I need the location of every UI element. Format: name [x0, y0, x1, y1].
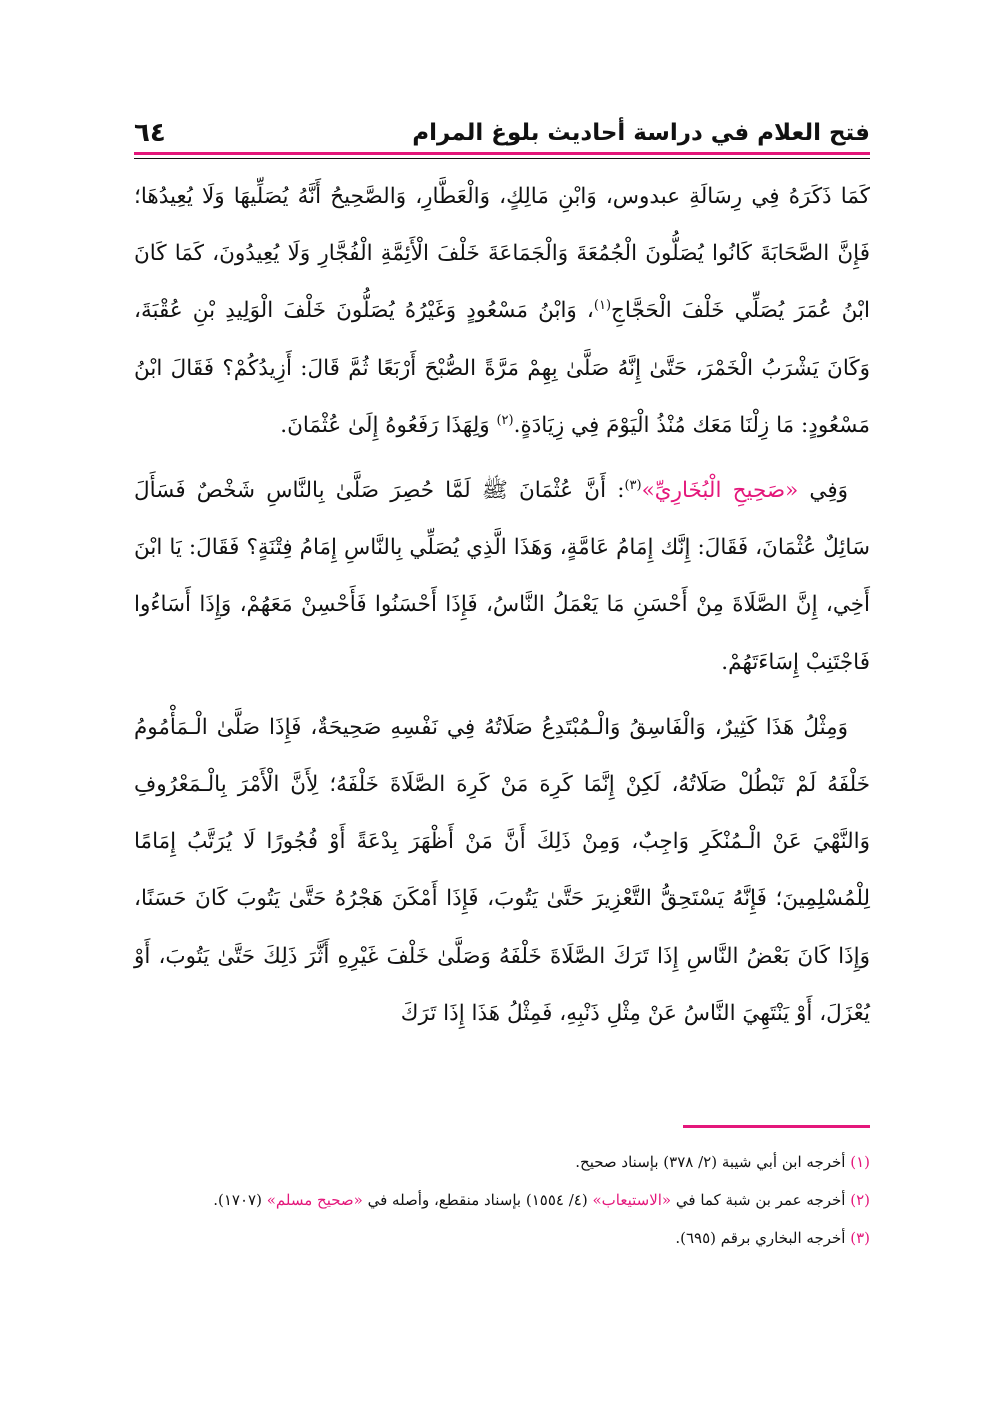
paragraph-1-part-3: وَلِهَذَا رَفَعُوهُ إِلَىٰ عُثْمَانَ.	[280, 412, 497, 438]
paragraph-2	[134, 462, 870, 691]
footnote-number: (٢)	[850, 1191, 870, 1209]
paragraph-3	[134, 699, 870, 1042]
footnote-number: (١)	[850, 1153, 870, 1171]
footnote-separator	[683, 1125, 870, 1128]
footnote-text-part-1: أخرجه عمر بن شبة كما في	[671, 1191, 846, 1209]
paragraph-1-part-2: ، وَابْنُ مَسْعُودٍ وَغَيْرُهُ يُصَلُّونَ خَلْفَ الْوَلِيدِ بْنِ عُقْبَةَ، وَكَانَ يَشْرَبُ الْخَمْرَ، حَتَّىٰ إِنَّهُ صَلَّىٰ بِهِمْ مَرَّةً الصُّبْحَ أَرْبَعًا ثُمَّ قَالَ: أَزِيدُكُمْ؟ فَقَالَ ابْنُ مَسْعُودٍ: مَا زِلْنَا مَعَك مُنْذُ الْيَوْمَ فِي زِيَادَةٍ.	[134, 298, 870, 438]
footnote-ref-2[interactable]: (٢)	[496, 412, 514, 428]
footnote-text-part-2: (٤/ ١٥٥٤) بإسناد منقطع، وأصله في	[362, 1191, 593, 1209]
book-title: فتح العلام في دراسة أحاديث بلوغ المرام	[412, 120, 870, 146]
footnote-1	[134, 1145, 870, 1179]
footnote-quoted-source: «صحيح مسلم»	[266, 1191, 363, 1209]
footnote-number: (٣)	[850, 1229, 870, 1247]
footnote-text-part-3: (١٧٠٧).	[213, 1191, 267, 1209]
footnotes	[134, 1145, 870, 1259]
footnote-ref-1[interactable]: (١)	[593, 298, 612, 314]
footnote-3	[134, 1221, 870, 1255]
paragraph-1	[134, 168, 870, 454]
quoted-book-title: «صَحِيحِ الْبُخَارِيِّ»	[641, 478, 799, 504]
footnote-ref-3[interactable]: (٣)	[624, 477, 642, 493]
footnote-2	[134, 1183, 870, 1217]
page-number: ٦٤	[134, 118, 166, 148]
paragraph-2-part-2: : أَنَّ عُثْمَانَ ﷺ لَمَّا حُصِرَ صَلَّىٰ بِالنَّاسِ شَخْصٌ فَسَأَلَ سَائِلٌ عُثْمَانَ، فَقَالَ: إِنَّك إِمَامُ عَامَّةٍ، وَهَذَا الَّذِي يُصَلِّي بِالنَّاسِ إِمَامُ فِتْنَةٍ؟ فَقَالَ: يَا ابْنَ أَخِي، إِنَّ الصَّلَاةَ مِنْ أَحْسَنِ مَا يَعْمَلُ النَّاسُ، فَإِذَا أَحْسَنُوا فَأَحْسِنْ مَعَهُمْ، وَإِذَا أَسَاءُوا فَاجْتَنِبْ إِسَاءَتَهُمْ.	[134, 478, 870, 675]
footnote-text: أخرجه ابن أبي شيبة (٢/ ٣٧٨) بإسناد صحيح.	[575, 1153, 846, 1171]
paragraph-1-part-1: كَمَا ذَكَرَهُ فِي رِسَالَةِ عبدوس، وَابْنِ مَالِكٍ، وَالْعَطَّارِ، وَالصَّحِيحُ أَنَّهُ يُصَلِّيهَا وَلَا يُعِيدُهَا؛ فَإِنَّ الصَّحَابَةَ كَانُوا يُصَلُّونَ الْجُمُعَةَ وَالْجَمَاعَةَ خَلْفَ الْأَئِمَّةِ الْفُجَّارِ وَلَا يُعِيدُونَ، كَمَا كَانَ ابْنُ عُمَرَ يُصَلِّي خَلْفَ الْحَجَّاجِ	[134, 184, 870, 324]
main-text	[134, 168, 870, 1042]
paragraph-2-part-1: وَفِي	[798, 478, 849, 504]
header-rule-thin	[134, 158, 870, 159]
paragraph-3-text: وَمِثْلُ هَذَا كَثِيرٌ، وَالْفَاسِقُ وَالْـمُبْتَدِعُ صَلَاتُهُ فِي نَفْسِهِ صَحِيحَةٌ، فَإِذَا صَلَّىٰ الْـمَأْمُومُ خَلْفَهُ لَمْ تَبْطُلْ صَلَاتُهُ، لَكِنْ إِنَّمَا كَرِهَ مَنْ كَرِهَ الصَّلَاةَ خَلْفَهُ؛ لِأَنَّ الْأَمْرَ بِالْـمَعْرُوفِ وَالنَّهْيَ عَنْ الْـمُنْكَرِ وَاجِبٌ، وَمِنْ ذَلِكَ أَنَّ مَنْ أَظْهَرَ بِدْعَةً أَوْ فُجُورًا لَا يُرَتَّبُ إِمَامًا لِلْمُسْلِمِينَ؛ فَإِنَّهُ يَسْتَحِقُّ التَّعْزِيرَ حَتَّىٰ يَتُوبَ، فَإِذَا أَمْكَنَ هَجْرُهُ حَتَّىٰ يَتُوبَ كَانَ حَسَنًا، وَإِذَا كَانَ بَعْضُ النَّاسِ إِذَا تَرَكَ الصَّلَاةَ خَلْفَهُ وَصَلَّىٰ خَلْفَ غَيْرِهِ أَثَّرَ ذَلِكَ حَتَّىٰ يَتُوبَ، أَوْ يُعْزَلَ، أَوْ يَنْتَهِيَ النَّاسُ عَنْ مِثْلِ ذَنْبِهِ، فَمِثْلُ هَذَا إِذَا تَرَكَ	[134, 714, 870, 1026]
footnote-text: أخرجه البخاري برقم (٦٩٥).	[675, 1229, 846, 1247]
footnote-quoted-source: «الاستيعاب»	[592, 1191, 672, 1209]
header-rule-accent	[134, 152, 870, 155]
page-header	[134, 118, 870, 154]
